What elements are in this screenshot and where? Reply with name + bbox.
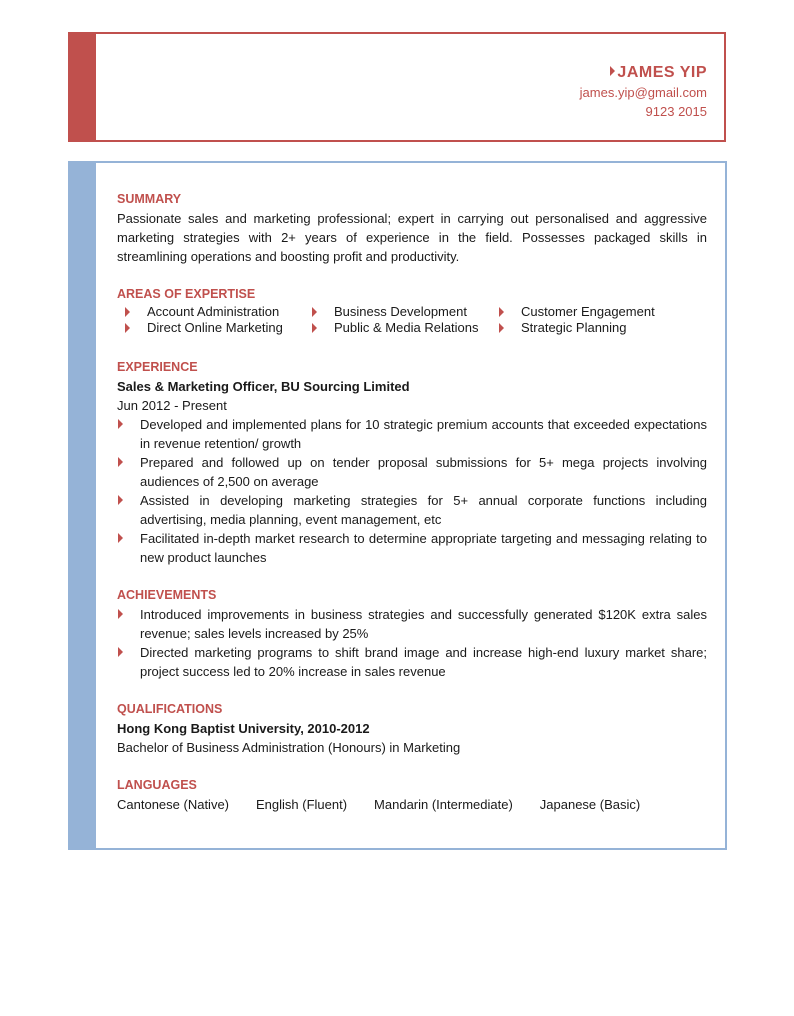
achievements-bullets (117, 605, 707, 681)
header-panel (68, 32, 726, 142)
email-address: james.yip@gmail.com (579, 85, 707, 100)
expertise-item: Direct Online Marketing (117, 320, 304, 336)
candidate-name: JAMES YIP (580, 63, 707, 83)
achievements-heading: ACHIEVEMENTS (117, 588, 217, 602)
triangle-bullet-icon (118, 419, 123, 429)
list-item: Directed marketing programs to shift brand image and increase high-end luxury market share; project success led to 20% increase in sales revenue (117, 643, 707, 681)
languages-list (117, 795, 707, 814)
expertise-list (117, 304, 707, 336)
header-contact-block (580, 63, 707, 121)
language-item: Mandarin (Intermediate) (374, 797, 513, 812)
experience-bullets (117, 415, 707, 567)
expertise-heading: AREAS OF EXPERTISE (117, 287, 256, 301)
triangle-bullet-icon (499, 323, 504, 333)
list-item: Prepared and followed up on tender proposal submissions for 5+ mega projects involving audiences of 2,500 on average (117, 453, 707, 491)
resume-body-panel (68, 161, 727, 850)
expertise-item: Customer Engagement (491, 304, 707, 320)
triangle-bullet-icon (125, 323, 130, 333)
degree-name: Bachelor of Business Administration (Honours) in Marketing (117, 740, 461, 755)
list-item: Facilitated in-depth market research to determine appropriate targeting and messaging relating to new product launches (117, 529, 707, 567)
triangle-bullet-icon (312, 323, 317, 333)
language-item: Cantonese (Native) (117, 797, 229, 812)
triangle-bullet-icon (118, 647, 123, 657)
triangle-bullet-icon (118, 533, 123, 543)
summary-heading: SUMMARY (117, 192, 182, 206)
experience-heading: EXPERIENCE (117, 360, 198, 374)
triangle-bullet-icon (118, 457, 123, 467)
resume-content (117, 190, 707, 814)
triangle-bullet-icon (610, 66, 615, 76)
triangle-bullet-icon (312, 307, 317, 317)
phone-number: 9123 2015 (645, 104, 707, 119)
language-item: Japanese (Basic) (539, 797, 641, 812)
triangle-bullet-icon (499, 307, 504, 317)
list-item: Developed and implemented plans for 10 strategic premium accounts that exceeded expectations in revenue retention/ growth (117, 415, 707, 453)
expertise-item: Strategic Planning (491, 320, 707, 336)
qualifications-heading: QUALIFICATIONS (117, 702, 223, 716)
job-period: Jun 2012 - Present (117, 398, 227, 413)
school-name: Hong Kong Baptist University, 2010-2012 (117, 721, 370, 736)
triangle-bullet-icon (125, 307, 130, 317)
expertise-item: Account Administration (117, 304, 304, 320)
triangle-bullet-icon (118, 495, 123, 505)
body-accent-bar (70, 163, 96, 848)
expertise-item: Business Development (304, 304, 491, 320)
triangle-bullet-icon (118, 609, 123, 619)
list-item: Introduced improvements in business strategies and successfully generated $120K extra sales revenue; sales levels increased by 25% (117, 605, 707, 643)
job-title: Sales & Marketing Officer, BU Sourcing Limited (117, 379, 410, 394)
header-accent-bar (70, 34, 96, 140)
expertise-item: Public & Media Relations (304, 320, 491, 336)
list-item: Assisted in developing marketing strategies for 5+ annual corporate functions including advertising, media planning, event management, etc (117, 491, 707, 529)
summary-text: Passionate sales and marketing professional; expert in carrying out personalised and aggressive marketing strategies with 2+ years of experience in the field. Possesses packaged skills in streamlining operations and boosting profit and productivity. (117, 211, 707, 264)
language-item: English (Fluent) (256, 797, 348, 812)
languages-heading: LANGUAGES (117, 778, 197, 792)
